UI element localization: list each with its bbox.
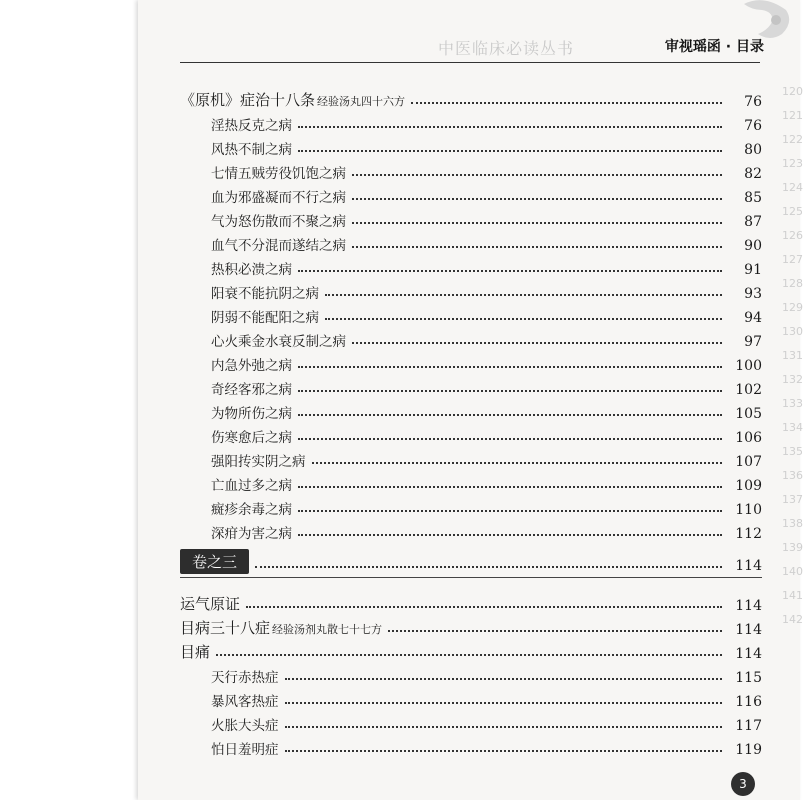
dot-leader (298, 533, 722, 536)
toc-entry-title (180, 450, 312, 470)
toc-entry[interactable] (180, 710, 762, 734)
dot-leader (298, 437, 722, 440)
dot-leader (352, 221, 722, 224)
toc-entry-label: 亡血过多之病 (211, 478, 292, 494)
toc-entry-note: 经验汤丸四十六方 (317, 95, 406, 108)
toc-entry-label: 风热不制之病 (211, 142, 292, 158)
toc-entry-page: 80 (744, 142, 762, 158)
toc-entry[interactable] (180, 638, 762, 662)
toc-entry-label: 气为怒伤散而不聚之病 (211, 214, 346, 230)
toc-entry-page: 114 (735, 622, 762, 638)
toc-entry-label: 阳衰不能抗阴之病 (211, 286, 319, 302)
bleed-number: 142 (782, 613, 803, 626)
toc-entry-label: 内急外弛之病 (211, 358, 292, 374)
bleed-through-numbers (782, 80, 803, 770)
bleed-number: 123 (782, 157, 803, 170)
toc-entry-title (180, 522, 298, 542)
dot-leader (298, 485, 722, 488)
toc-entry[interactable] (180, 110, 762, 134)
toc-entry[interactable] (180, 614, 762, 638)
volume-page: 114 (735, 558, 762, 574)
toc-entry-page: 112 (735, 526, 762, 542)
toc-entry[interactable] (180, 350, 762, 374)
bleed-number: 127 (782, 253, 803, 266)
dot-leader (298, 149, 722, 152)
toc-entry-title (180, 402, 298, 422)
toc-entry-title (180, 354, 298, 374)
toc-entry-page: 115 (735, 670, 762, 686)
toc-entry[interactable] (180, 206, 762, 230)
bleed-number: 134 (782, 421, 803, 434)
dot-leader (411, 101, 722, 104)
toc-entry-page: 85 (744, 190, 762, 206)
toc-entry-title (180, 378, 298, 398)
toc-entry[interactable] (180, 230, 762, 254)
dot-leader (325, 293, 722, 296)
toc-entry[interactable] (180, 158, 762, 182)
dot-leader (298, 365, 722, 368)
dot-leader (298, 413, 722, 416)
bleed-number: 125 (782, 205, 803, 218)
bleed-number: 139 (782, 541, 803, 554)
toc-entry-title (180, 666, 285, 686)
dot-leader (325, 317, 722, 320)
toc-entry-label: 目痛 (180, 643, 211, 661)
dot-leader (352, 197, 722, 200)
running-header (438, 34, 778, 60)
toc-entry-label: 癍疹余毒之病 (211, 502, 292, 518)
toc-entry-label: 伤寒愈后之病 (211, 430, 292, 446)
toc-entry-page: 107 (735, 454, 762, 470)
header-rule (180, 62, 760, 63)
toc-entry-note: 经验汤剂丸散七十七方 (272, 623, 383, 636)
dot-leader (352, 173, 722, 176)
volume-heading[interactable] (180, 546, 762, 574)
bleed-number: 130 (782, 325, 803, 338)
toc-entry-title (180, 282, 325, 302)
dot-leader (352, 341, 722, 344)
bleed-number: 120 (782, 85, 803, 98)
toc-entry[interactable] (180, 590, 762, 614)
bleed-number: 128 (782, 277, 803, 290)
toc-entry[interactable] (180, 254, 762, 278)
toc-entry-page: 105 (735, 406, 762, 422)
volume-label: 卷之三 (180, 549, 249, 574)
bleed-number: 141 (782, 589, 803, 602)
toc-entry-page: 82 (744, 166, 762, 182)
bleed-number: 122 (782, 133, 803, 146)
toc-entry-title (180, 593, 246, 614)
toc-entry-label: 深疳为害之病 (211, 526, 292, 542)
dot-leader (285, 677, 723, 680)
bleed-number: 124 (782, 181, 803, 194)
toc-entry-title (180, 498, 298, 518)
table-of-contents (180, 86, 762, 758)
dot-leader (285, 725, 723, 728)
dot-leader (298, 125, 722, 128)
dot-leader (298, 509, 722, 512)
toc-entry-label: 七情五贼劳役饥饱之病 (211, 166, 346, 182)
toc-entry[interactable] (180, 182, 762, 206)
toc-entry-page: 97 (744, 334, 762, 350)
toc-entry-label: 奇经客邪之病 (211, 382, 292, 398)
toc-entry-label: 《原机》症治十八条 (180, 91, 316, 109)
toc-entry-page: 106 (735, 430, 762, 446)
toc-entry-title (180, 690, 285, 710)
toc-entry-page: 110 (735, 502, 762, 518)
toc-entry-label: 心火乘金水衰反制之病 (211, 334, 346, 350)
toc-entry[interactable] (180, 302, 762, 326)
toc-entry-page: 109 (735, 478, 762, 494)
toc-entry-title (180, 258, 298, 278)
bleed-number: 140 (782, 565, 803, 578)
toc-entry-title (180, 330, 352, 350)
toc-entry-title (180, 138, 298, 158)
toc-entry-title (180, 738, 285, 758)
bleed-number: 129 (782, 301, 803, 314)
toc-entry-title (180, 714, 285, 734)
toc-entry[interactable] (180, 734, 762, 758)
toc-entry-label: 血气不分混而遂结之病 (211, 238, 346, 254)
toc-entry-label: 阴弱不能配阳之病 (211, 310, 319, 326)
toc-entry-label: 怕日羞明症 (211, 742, 279, 758)
dot-leader (298, 389, 722, 392)
toc-entry-title (180, 162, 352, 182)
toc-entry-page: 100 (735, 358, 762, 374)
toc-entry[interactable] (180, 518, 762, 542)
toc-entry-page: 119 (735, 742, 762, 758)
bleed-number: 135 (782, 445, 803, 458)
toc-entry[interactable] (180, 86, 762, 110)
toc-entry-label: 血为邪盛凝而不行之病 (211, 190, 346, 206)
book-page (138, 0, 803, 800)
toc-entry-page: 102 (735, 382, 762, 398)
toc-entry-label: 为物所伤之病 (211, 406, 292, 422)
toc-entry-label: 暴风客热症 (211, 694, 279, 710)
toc-entry-title (180, 474, 298, 494)
section-divider (180, 577, 762, 578)
toc-entry[interactable] (180, 326, 762, 350)
bleed-number: 131 (782, 349, 803, 362)
header-faded-text: 中医临床必读丛书 (438, 39, 575, 58)
dot-leader (388, 629, 722, 632)
toc-entry-page: 87 (744, 214, 762, 230)
toc-entry[interactable] (180, 686, 762, 710)
toc-entry-page: 116 (735, 694, 762, 710)
toc-entry-page: 114 (735, 646, 762, 662)
toc-entry-page: 91 (744, 262, 762, 278)
bleed-number: 133 (782, 397, 803, 410)
toc-entry-title (180, 210, 352, 230)
dot-leader (352, 245, 722, 248)
toc-entry[interactable] (180, 494, 762, 518)
toc-entry[interactable] (180, 470, 762, 494)
toc-entry-title (180, 114, 298, 134)
toc-entry[interactable] (180, 446, 762, 470)
toc-entry[interactable] (180, 374, 762, 398)
toc-entry-page: 94 (744, 310, 762, 326)
toc-entry-page: 114 (735, 598, 762, 614)
toc-entry-label: 目病三十八症 (180, 619, 271, 637)
toc-entry-label: 火胀大头症 (211, 718, 279, 734)
dot-leader (298, 269, 722, 272)
toc-entry[interactable] (180, 398, 762, 422)
toc-entry[interactable] (180, 422, 762, 446)
toc-entry-label: 淫热反克之病 (211, 118, 292, 134)
bleed-number: 137 (782, 493, 803, 506)
bleed-number: 132 (782, 373, 803, 386)
dot-leader (216, 653, 722, 656)
dot-leader (285, 701, 723, 704)
bleed-number: 126 (782, 229, 803, 242)
toc-entry-page: 76 (744, 118, 762, 134)
toc-entry-title (180, 186, 352, 206)
header-title: 审视瑶函 · 目录 (664, 39, 764, 55)
toc-entry-page: 76 (744, 94, 762, 110)
bleed-number: 138 (782, 517, 803, 530)
toc-entry-page: 90 (744, 238, 762, 254)
toc-entry-title (180, 234, 352, 254)
bleed-number: 136 (782, 469, 803, 482)
dot-leader (246, 605, 722, 608)
toc-entry-title (180, 306, 325, 326)
page-number-badge: 3 (731, 772, 755, 796)
toc-entry[interactable] (180, 662, 762, 686)
toc-entry-title (180, 89, 411, 110)
toc-entry-label: 运气原证 (180, 595, 241, 613)
bleed-number: 121 (782, 109, 803, 122)
toc-entry-title (180, 617, 388, 638)
toc-entry-page: 117 (735, 718, 762, 734)
dot-leader (312, 461, 723, 464)
toc-entry-label: 天行赤热症 (211, 670, 279, 686)
dot-leader (255, 565, 722, 568)
toc-entry-page: 93 (744, 286, 762, 302)
toc-entry-label: 强阳抟实阴之病 (211, 454, 306, 470)
toc-entry-title (180, 641, 216, 662)
toc-entry[interactable] (180, 278, 762, 302)
dot-leader (285, 749, 723, 752)
toc-entry[interactable] (180, 134, 762, 158)
toc-entry-title (180, 426, 298, 446)
toc-entry-label: 热积必溃之病 (211, 262, 292, 278)
